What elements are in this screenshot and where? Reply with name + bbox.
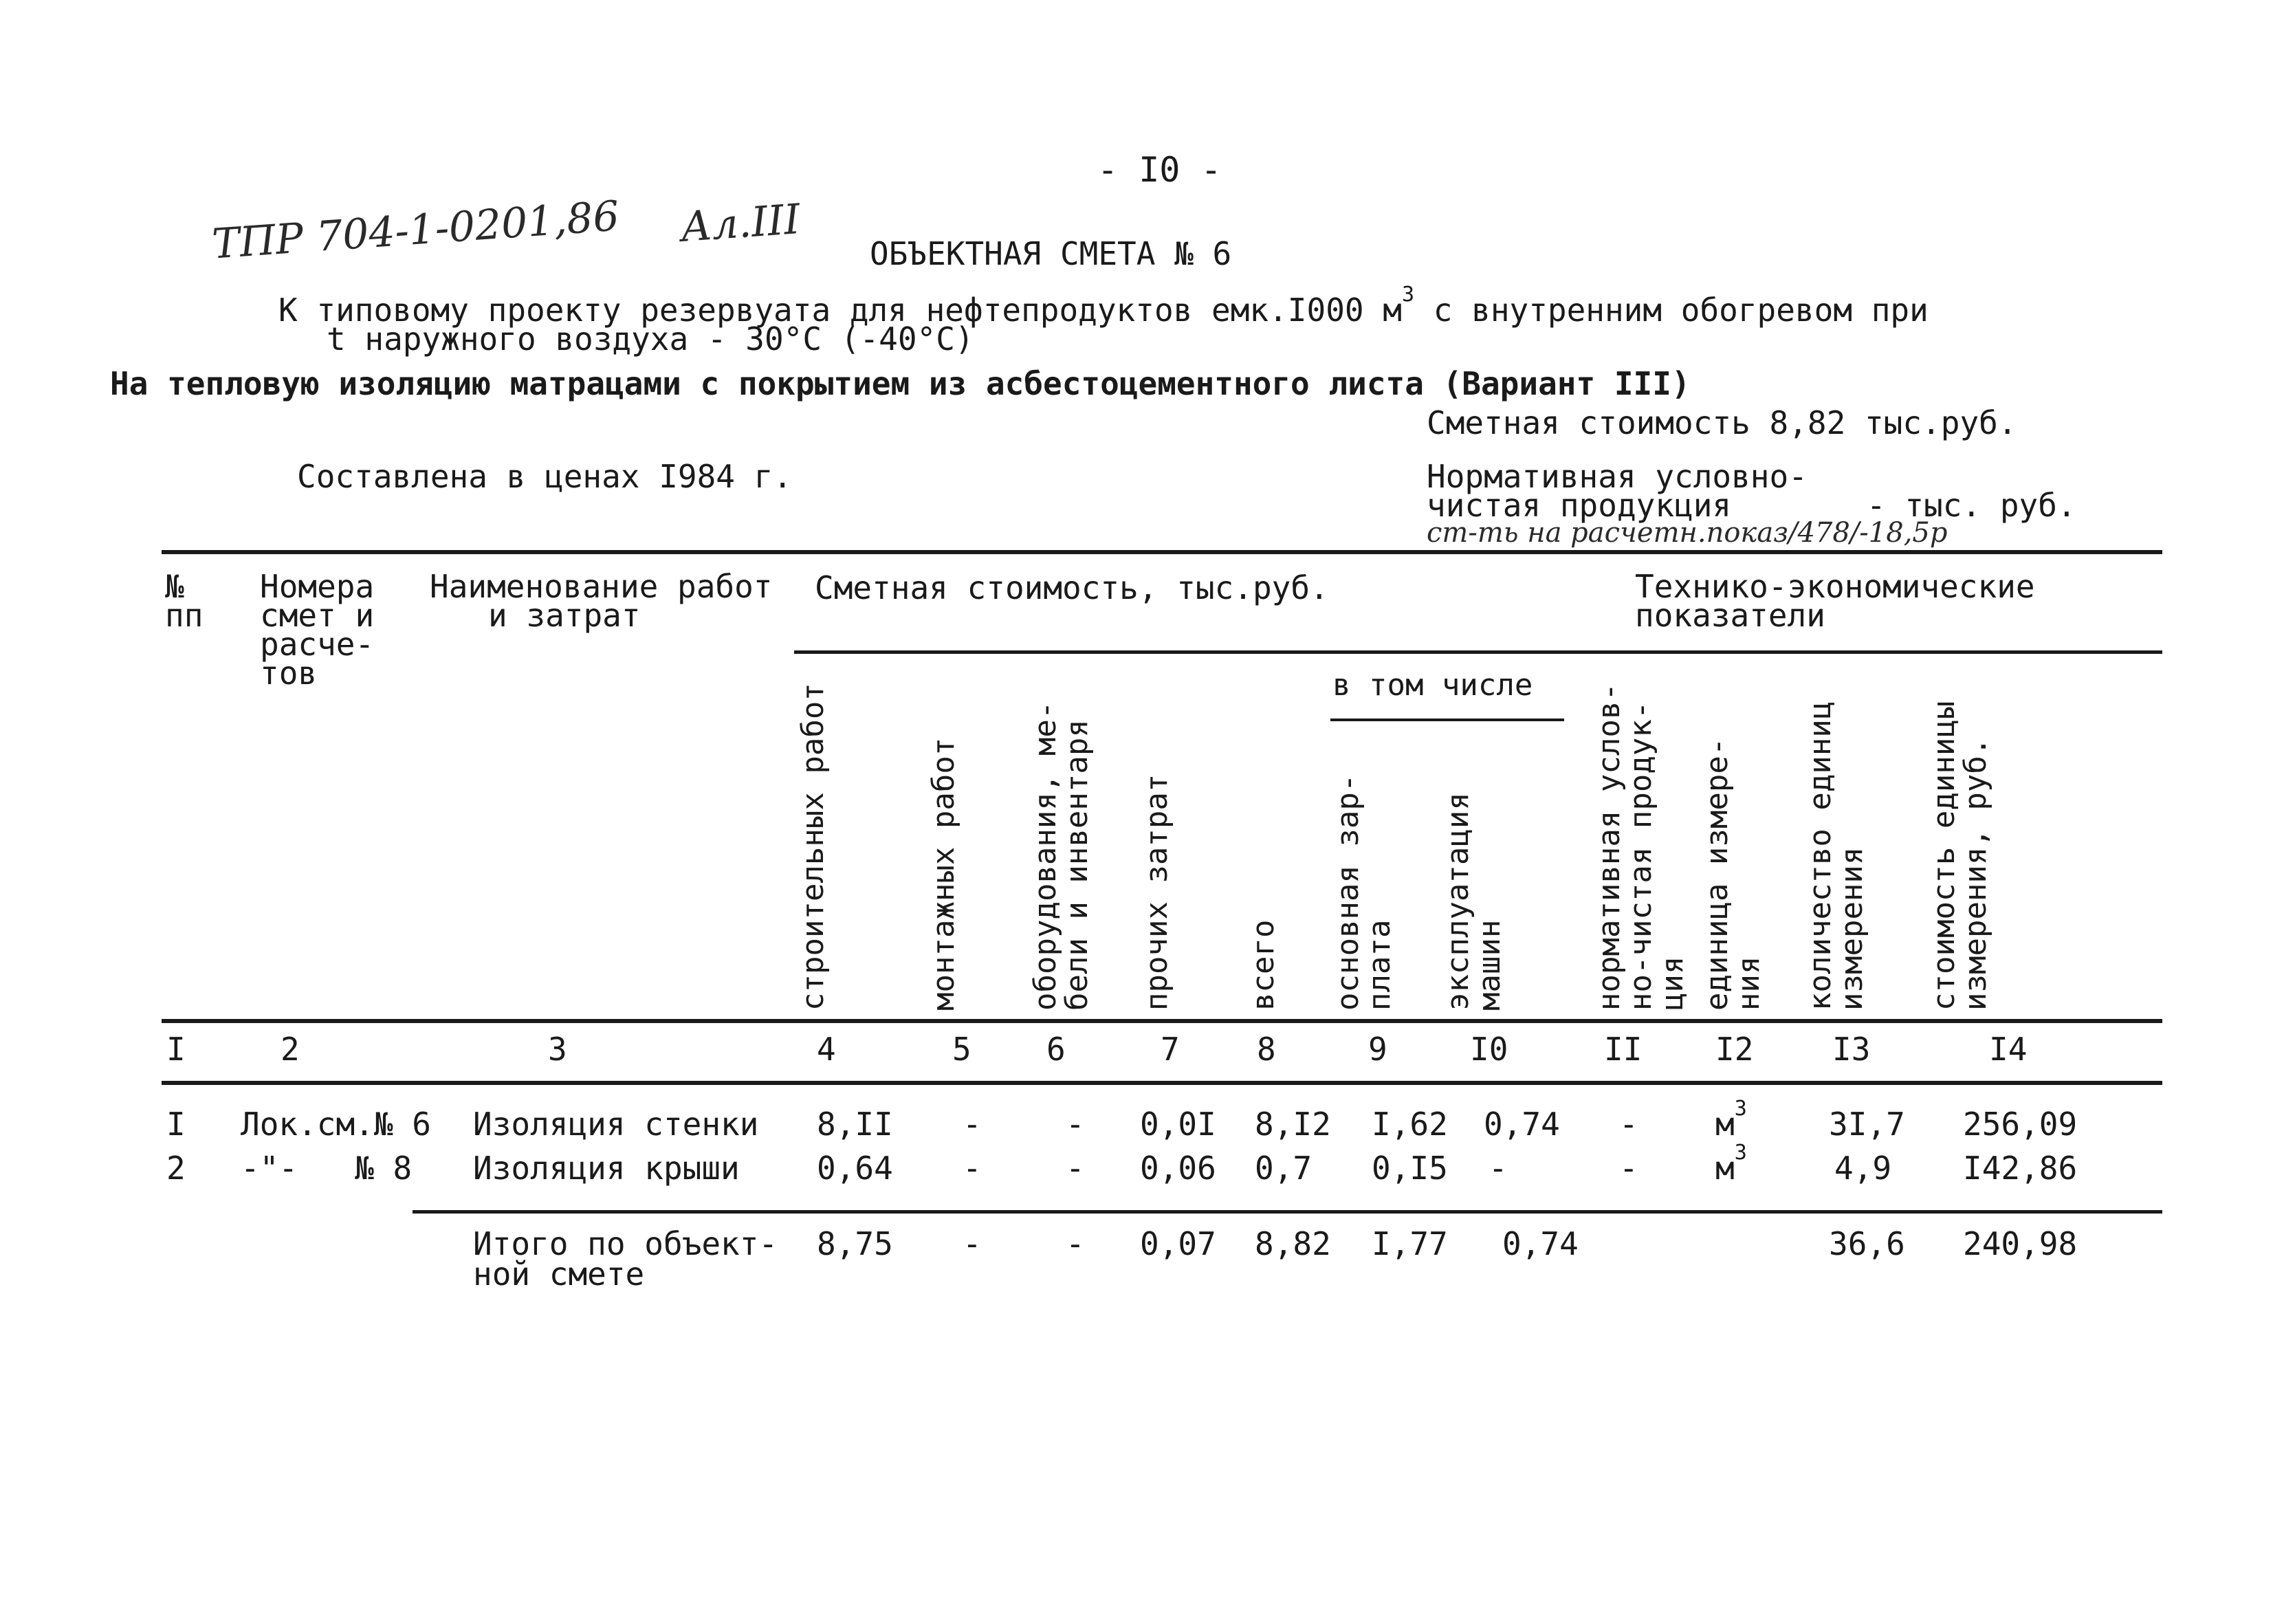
col-number-2: 2 bbox=[281, 1031, 300, 1068]
header-name-line-2: и затрат bbox=[488, 597, 641, 634]
header-name bbox=[430, 568, 773, 634]
row2-unit-sup: 3 bbox=[1734, 1141, 1747, 1165]
col-number-6: 6 bbox=[1046, 1031, 1066, 1068]
header-codes-line-2: смет и bbox=[260, 597, 375, 634]
row2-c14: I42,86 bbox=[1963, 1150, 2078, 1187]
handwritten-album: Ал.III bbox=[679, 195, 802, 252]
header-in-that: в том числе bbox=[1332, 668, 1533, 703]
total-c6: - bbox=[1066, 1225, 1085, 1262]
header-tech-group-line-1: Технико-экономические bbox=[1635, 568, 2035, 605]
subtitle-unit-sup: 3 bbox=[1401, 283, 1415, 307]
total-c7: 0,07 bbox=[1140, 1225, 1216, 1262]
row2-c7: 0,06 bbox=[1140, 1150, 1216, 1187]
prices-year: Составлена в ценах I984 г. bbox=[297, 458, 793, 495]
header-codes bbox=[260, 568, 375, 692]
header-codes-line-1: Номера bbox=[260, 568, 375, 605]
header-col7-line-1: прочих затрат bbox=[1139, 773, 1174, 1011]
row2-c13: 4,9 bbox=[1834, 1150, 1892, 1187]
header-col8 bbox=[1248, 920, 1280, 1011]
estimated-cost: Сметная стоимость 8,82 тыс.руб. bbox=[1427, 404, 2017, 441]
header-col14-line-1: стоимость единицы bbox=[1926, 701, 1962, 1011]
header-col11 bbox=[1594, 683, 1689, 1011]
header-col10 bbox=[1442, 792, 1506, 1011]
col-number-3: 3 bbox=[548, 1031, 567, 1068]
row2-code: -"- № 8 bbox=[241, 1150, 413, 1187]
row1-c4: 8,II bbox=[817, 1106, 893, 1143]
header-col4 bbox=[795, 683, 831, 1011]
cost-group-rule bbox=[794, 650, 2162, 654]
subtitle-line-3: На тепловую изоляцию матрацами с покрытием из асбестоцементного листа (Вариант III) bbox=[110, 365, 1691, 402]
row2-c8: 0,7 bbox=[1255, 1150, 1313, 1187]
header-name-line-1: Наименование работ bbox=[430, 568, 773, 605]
subtitle-line-2: t наружного воздуха - 30°С (-40°С) bbox=[327, 320, 974, 358]
col-number-11: II bbox=[1604, 1031, 1643, 1068]
col-number-9: 9 bbox=[1368, 1031, 1387, 1068]
row2-c10: - bbox=[1489, 1150, 1508, 1187]
col-number-8: 8 bbox=[1257, 1031, 1276, 1068]
total-c13: 36,6 bbox=[1829, 1225, 1905, 1262]
normative-value: - тыс. руб. bbox=[1867, 487, 2076, 524]
header-col4-line-1: строительных работ bbox=[795, 683, 831, 1011]
header-col10-line-1: эксплуатация bbox=[1440, 792, 1475, 1011]
subtitle-line-1-b: с внутренним обогревом при bbox=[1433, 292, 1929, 329]
row1-c10: 0,74 bbox=[1484, 1106, 1560, 1143]
row2-c4: 0,64 bbox=[817, 1150, 893, 1187]
in-that-rule bbox=[1330, 718, 1564, 721]
total-c14: 240,98 bbox=[1963, 1225, 2078, 1262]
total-c10: 0,74 bbox=[1502, 1225, 1579, 1262]
row2-name: Изоляция крыши bbox=[473, 1150, 740, 1187]
row1-c14: 256,09 bbox=[1963, 1106, 2078, 1143]
header-col5 bbox=[928, 738, 960, 1011]
subtitle-line-1-a: К типовому проекту резервуата для нефтепродуктов емк.I000 м bbox=[278, 292, 1402, 329]
header-codes-line-4: тов bbox=[260, 655, 318, 692]
header-col11-line-2: но-чистая продук- bbox=[1623, 701, 1658, 1011]
header-col14-line-2: измерения, руб. bbox=[1958, 737, 1993, 1011]
row2-c12 bbox=[1715, 1141, 1747, 1187]
handwritten-doc-code: ТПР 704-1-0201,86 bbox=[210, 192, 621, 269]
row1-unit: м bbox=[1715, 1106, 1735, 1143]
row1-c11: - bbox=[1619, 1106, 1638, 1143]
total-c9: I,77 bbox=[1372, 1225, 1448, 1262]
normative-line-2: чистая продукция bbox=[1427, 487, 1732, 524]
header-tech-group bbox=[1635, 568, 2035, 634]
col-number-1: I bbox=[166, 1031, 186, 1068]
header-col11-line-1: нормативная услов- bbox=[1592, 683, 1627, 1011]
table-top-rule bbox=[162, 550, 2162, 554]
total-c5: - bbox=[963, 1225, 982, 1262]
header-cost-group: Сметная стоимость, тыс.руб. bbox=[815, 569, 1329, 606]
header-bottom-rule bbox=[162, 1019, 2162, 1023]
header-col12-line-2: ния bbox=[1731, 956, 1766, 1011]
header-col5-line-1: монтажных работ bbox=[926, 737, 961, 1011]
total-c8: 8,82 bbox=[1255, 1225, 1331, 1262]
row1-c5: - bbox=[963, 1106, 982, 1143]
header-col13-line-2: измерения bbox=[1834, 846, 1869, 1011]
col-number-13: I3 bbox=[1832, 1031, 1871, 1068]
row1-c9: I,62 bbox=[1372, 1106, 1448, 1143]
col-numbers-rule bbox=[162, 1081, 2162, 1085]
col-number-14: I4 bbox=[1989, 1031, 2028, 1068]
header-codes-line-3: расче- bbox=[260, 626, 375, 663]
header-col9-line-2: плата bbox=[1362, 919, 1397, 1011]
header-tech-group-line-2: показатели bbox=[1635, 597, 1825, 634]
row2-c6: - bbox=[1066, 1150, 1085, 1187]
row1-code: Лок.см.№ 6 bbox=[241, 1106, 431, 1143]
col-number-5: 5 bbox=[952, 1031, 971, 1068]
total-rule bbox=[413, 1210, 2162, 1214]
row1-name: Изоляция стенки bbox=[473, 1106, 759, 1143]
total-name-line-1: Итого по объект- bbox=[473, 1225, 778, 1262]
page-number: - I0 - bbox=[1097, 150, 1222, 190]
row1-c13: 3I,7 bbox=[1829, 1106, 1905, 1143]
row1-unit-sup: 3 bbox=[1734, 1097, 1747, 1121]
header-col7 bbox=[1141, 774, 1173, 1011]
row2-n: 2 bbox=[166, 1150, 186, 1187]
row2-unit: м bbox=[1715, 1150, 1735, 1187]
total-name-line-2: ной смете bbox=[473, 1255, 645, 1293]
row1-c8: 8,I2 bbox=[1255, 1106, 1331, 1143]
col-number-12: I2 bbox=[1715, 1031, 1754, 1068]
header-col6-line-2: бели и инвентаря bbox=[1059, 719, 1095, 1011]
header-num-line-1: № bbox=[165, 568, 184, 605]
row1-c6: - bbox=[1066, 1106, 1085, 1143]
header-num bbox=[165, 568, 204, 634]
total-c4: 8,75 bbox=[817, 1225, 893, 1262]
header-col6-line-1: оборудования, ме- bbox=[1028, 701, 1063, 1011]
header-col6 bbox=[1030, 701, 1093, 1011]
header-col8-line-1: всего bbox=[1246, 919, 1281, 1011]
header-col9-line-1: основная зар- bbox=[1330, 773, 1365, 1011]
row2-c11: - bbox=[1619, 1150, 1638, 1187]
row2-c5: - bbox=[963, 1150, 982, 1187]
normative-line-1: Нормативная условно- bbox=[1427, 458, 1808, 495]
row1-c12 bbox=[1715, 1097, 1747, 1143]
row2-c9: 0,I5 bbox=[1372, 1150, 1448, 1187]
col-number-4: 4 bbox=[817, 1031, 836, 1068]
handwritten-note: ст-ть на расчетн.показ/478/-18,5р bbox=[1427, 517, 1948, 549]
header-col12-line-1: единица измере- bbox=[1700, 737, 1735, 1011]
header-col12 bbox=[1702, 738, 1765, 1011]
row1-n: I bbox=[166, 1106, 186, 1143]
header-num-line-2: пп bbox=[165, 597, 204, 634]
header-col13-line-1: количество единиц bbox=[1803, 701, 1838, 1011]
row1-c7: 0,0I bbox=[1140, 1106, 1216, 1143]
header-col10-line-2: машин bbox=[1472, 919, 1507, 1011]
col-number-7: 7 bbox=[1161, 1031, 1180, 1068]
col-number-10: I0 bbox=[1470, 1031, 1508, 1068]
header-col9 bbox=[1332, 774, 1396, 1011]
header-col11-line-3: ция bbox=[1655, 956, 1690, 1011]
header-col14 bbox=[1926, 701, 1993, 1011]
header-col13 bbox=[1805, 701, 1868, 1011]
document-title: ОБЪЕКТНАЯ СМЕТА № 6 bbox=[870, 235, 1232, 272]
